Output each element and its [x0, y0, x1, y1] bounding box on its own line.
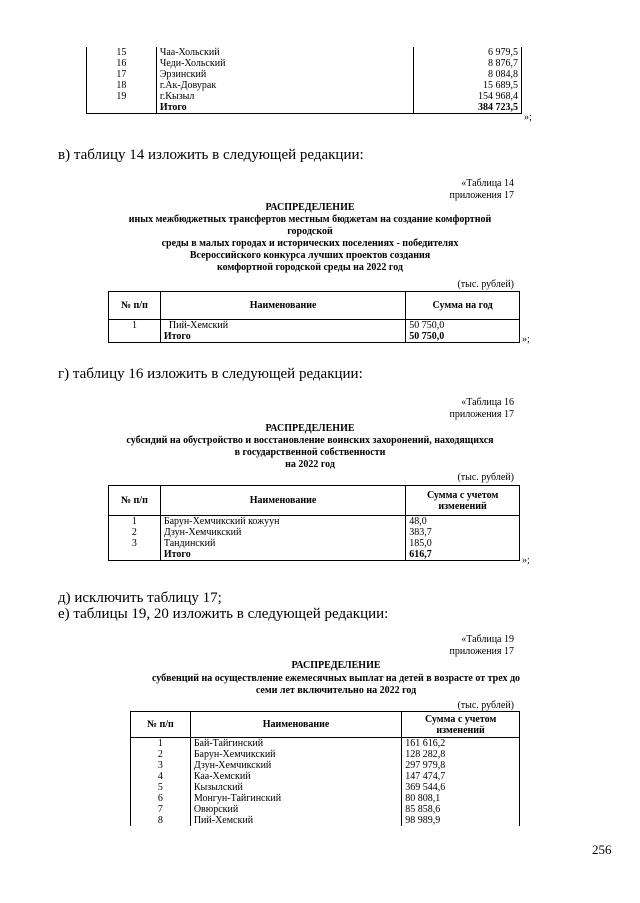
page-number: 256 — [592, 842, 612, 857]
t14-unit: (тыс. рублей) — [457, 279, 514, 290]
top-total-label: Итого — [156, 102, 413, 114]
t16-sub1: субсидий на обустройство и восстановление воинских захоронений, находящихся — [126, 435, 494, 446]
top-table-row — [87, 58, 522, 69]
t19-row-sum: 98 989,9 — [402, 815, 520, 826]
t16-row-name: Барун-Хемчикский кожуун — [160, 516, 405, 528]
t14-sub2: городской — [287, 226, 333, 237]
t19-row-name: Овюрский — [190, 804, 401, 815]
t19-row-name: Монгун-Тайгинский — [190, 793, 401, 804]
t16-heading: РАСПРЕДЕЛЕНИЕ — [265, 423, 355, 434]
t19-row-sum: 85 858,6 — [402, 804, 520, 815]
top-table-row-sum: 8 876,7 — [414, 58, 522, 69]
top-table-row — [87, 69, 522, 80]
t16-closing: »; — [522, 555, 530, 566]
t16-col-name: Наименование — [160, 486, 405, 516]
t16-col-num: № п/п — [109, 486, 161, 516]
t14-ref2: приложения 17 — [449, 190, 514, 201]
t19-row-num: 4 — [131, 771, 191, 782]
t19-row-num: 1 — [131, 738, 191, 750]
t14-sub3: среды в малых городах и исторических поселениях - победителях — [161, 238, 459, 249]
t19-row-num: 5 — [131, 782, 191, 793]
t19-row-name: Бай-Тайгинский — [190, 738, 401, 750]
item-d: д) исключить таблицу 17; — [58, 590, 222, 606]
t14-sub1: иных межбюджетных трансфертов местным бюджетам на создание комфортной — [128, 214, 492, 225]
t14-sub4: Всероссийского конкурса лучших проектов создания — [189, 250, 431, 261]
t16-total-sum: 616,7 — [406, 549, 520, 561]
t19-row-name: Кызылский — [190, 782, 401, 793]
t19-ref1: «Таблица 19 — [461, 634, 514, 645]
t19-row-sum: 80 808,1 — [402, 793, 520, 804]
t19-row — [131, 782, 520, 793]
item-e: е) таблицы 19, 20 изложить в следующей редакции: — [58, 606, 389, 622]
t19-row-name: Дзун-Хемчикский — [190, 760, 401, 771]
t16-ref1: «Таблица 16 — [461, 397, 514, 408]
t16-row-num: 2 — [109, 527, 161, 538]
t19-row-num: 3 — [131, 760, 191, 771]
t16-row-sum: 383,7 — [406, 527, 520, 538]
t16-col-sum-line1: Сумма с учетом — [426, 489, 499, 501]
t19-row — [131, 749, 520, 760]
t19-sub1: субвенций на осуществление ежемесячных выплат на детей в возрасте от трех до — [151, 673, 521, 684]
t16-sub2: в государственной собственности — [234, 447, 386, 458]
t19-row — [131, 760, 520, 771]
t19-col-num: № п/п — [131, 712, 191, 738]
top-table-row-name: Эрзинский — [156, 69, 413, 80]
t16-row-sum: 185,0 — [406, 538, 520, 549]
t14-row — [109, 320, 520, 332]
t14-table — [108, 291, 520, 343]
item-v: в) таблицу 14 изложить в следующей редакции: — [58, 147, 364, 163]
top-table-row-sum: 15 689,5 — [414, 80, 522, 91]
top-table-row-num: 18 — [87, 80, 157, 91]
t14-closing: »; — [522, 334, 530, 345]
t14-ref1: «Таблица 14 — [461, 178, 514, 189]
top-table-row-num: 15 — [87, 47, 157, 58]
t14-heading: РАСПРЕДЕЛЕНИЕ — [265, 202, 355, 213]
t19-sub2: семи лет включительно на 2022 год — [255, 685, 417, 696]
t16-row-num: 1 — [109, 516, 161, 528]
t16-col-sum-line2: изменений — [438, 500, 487, 512]
t14-row-name: Пий-Хемский — [160, 320, 405, 332]
t14-col-name: Наименование — [160, 292, 405, 320]
t19-row-sum: 128 282,8 — [402, 749, 520, 760]
top-table-row-name: Чаа-Хольский — [156, 47, 413, 58]
t16-table — [108, 485, 520, 561]
t19-row-num: 2 — [131, 749, 191, 760]
top-closing: »; — [524, 112, 532, 123]
top-table-row-name: г.Ак-Довурак — [156, 80, 413, 91]
t19-row-name: Каа-Хемский — [190, 771, 401, 782]
t19-ref2: приложения 17 — [449, 646, 514, 657]
top-table-row-num: 17 — [87, 69, 157, 80]
t19-row — [131, 804, 520, 815]
t19-col-sum — [402, 712, 520, 738]
t19-row — [131, 815, 520, 826]
t16-sub3: на 2022 год — [285, 459, 335, 470]
t19-row-sum: 147 474,7 — [402, 771, 520, 782]
top-table-row-name: Чеди-Хольский — [156, 58, 413, 69]
top-table-row-sum: 8 084,8 — [414, 69, 522, 80]
top-table-row — [87, 80, 522, 91]
top-table-row-sum: 6 979,5 — [414, 47, 522, 58]
t16-unit: (тыс. рублей) — [457, 472, 514, 483]
top-table — [86, 47, 522, 114]
top-table-row-name: г.Кызыл — [156, 91, 413, 102]
t16-row-num: 3 — [109, 538, 161, 549]
item-g: г) таблицу 16 изложить в следующей редакции: — [58, 366, 363, 382]
top-table-row-num: 19 — [87, 91, 157, 102]
t14-row-num: 1 — [109, 320, 161, 332]
t19-row-sum: 297 979,8 — [402, 760, 520, 771]
t14-row-sum: 50 750,0 — [406, 320, 520, 332]
t14-total-sum: 50 750,0 — [406, 331, 520, 343]
t19-unit: (тыс. рублей) — [457, 700, 514, 711]
t14-sub5: комфортной городской среды на 2022 год — [217, 262, 403, 273]
t19-table — [130, 711, 520, 826]
t16-col-sum — [406, 486, 520, 516]
t16-row-name: Тандинский — [160, 538, 405, 549]
t19-row-num: 7 — [131, 804, 191, 815]
t19-row-num: 6 — [131, 793, 191, 804]
t16-ref2: приложения 17 — [449, 409, 514, 420]
t19-heading: РАСПРЕДЕЛЕНИЕ — [291, 660, 381, 671]
t14-total-label: Итого — [160, 331, 405, 343]
t19-row — [131, 771, 520, 782]
top-table-row — [87, 47, 522, 58]
t19-row-sum: 369 544,6 — [402, 782, 520, 793]
top-table-row — [87, 91, 522, 102]
t16-row — [109, 527, 520, 538]
t16-total-label: Итого — [160, 549, 405, 561]
t19-row-name: Пий-Хемский — [190, 815, 401, 826]
t19-row-num: 8 — [131, 815, 191, 826]
t19-row-name: Барун-Хемчикский — [190, 749, 401, 760]
top-table-row-sum: 154 968,4 — [414, 91, 522, 102]
t16-row — [109, 538, 520, 549]
t14-col-num: № п/п — [109, 292, 161, 320]
t16-row-sum: 48,0 — [406, 516, 520, 528]
t19-row — [131, 793, 520, 804]
t19-col-sum-line1: Сумма с учетом — [424, 713, 497, 725]
t19-row-sum: 161 616,2 — [402, 738, 520, 750]
t19-col-name: Наименование — [190, 712, 401, 738]
t19-col-sum-line2: изменений — [436, 724, 485, 736]
t14-col-sum: Сумма на год — [406, 292, 520, 320]
t16-row — [109, 516, 520, 528]
top-table-row-num: 16 — [87, 58, 157, 69]
t19-row — [131, 738, 520, 750]
t16-row-name: Дзун-Хемчикский — [160, 527, 405, 538]
top-total-sum: 384 723,5 — [414, 102, 522, 114]
